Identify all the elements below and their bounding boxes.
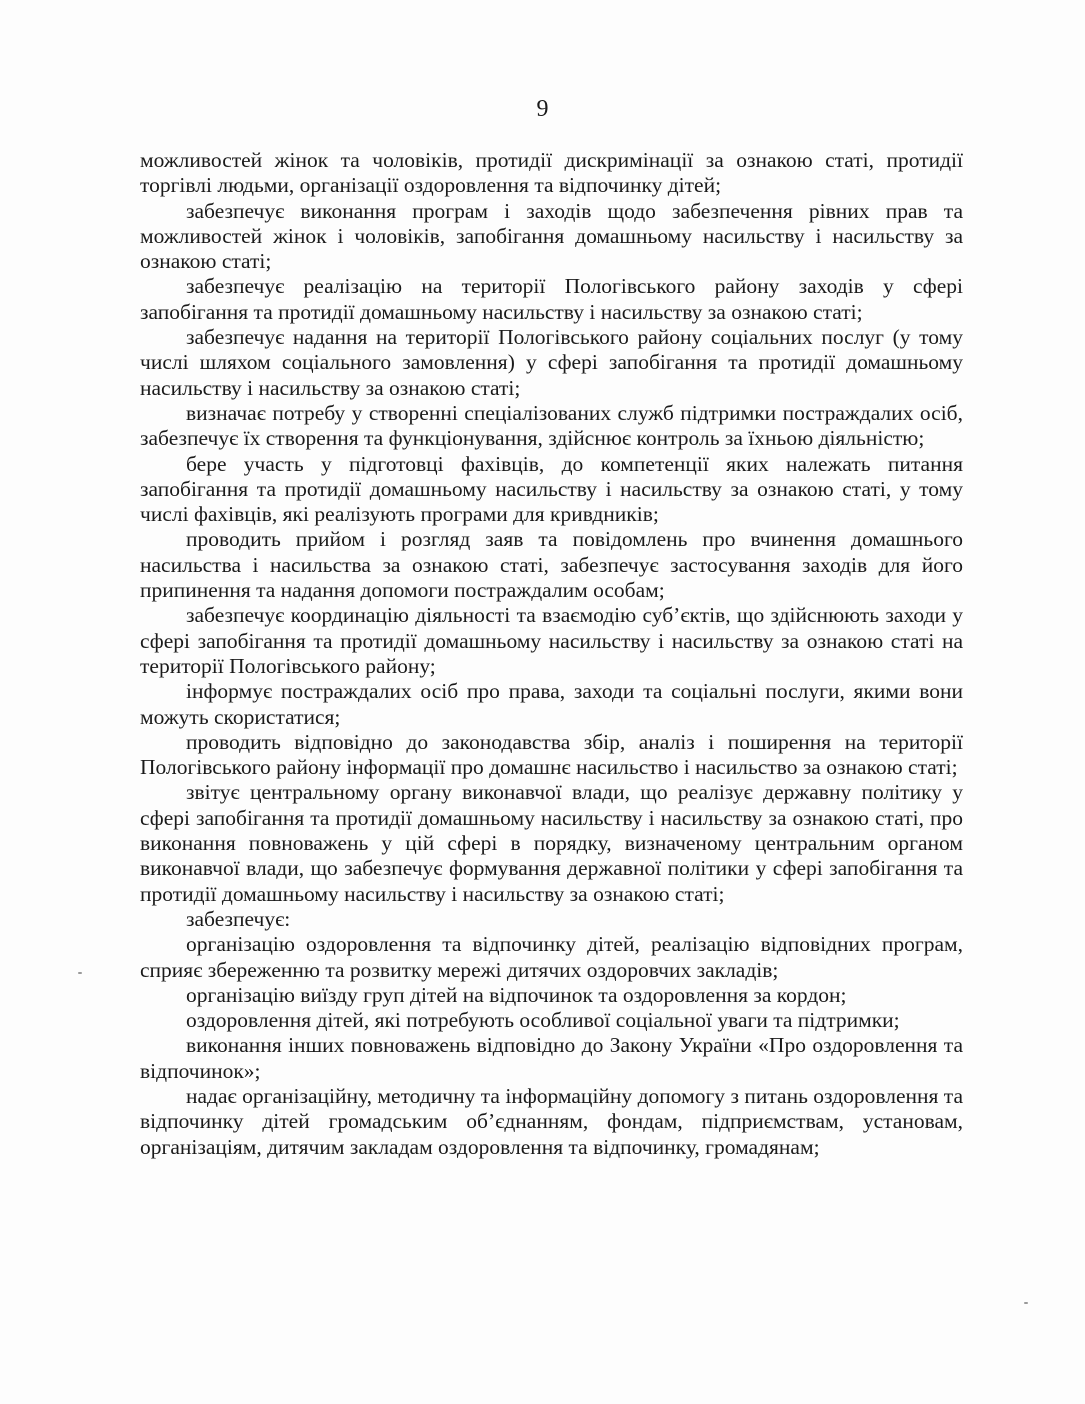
document-body bbox=[140, 148, 963, 1160]
paragraph: проводить відповідно до законодавства збір, аналіз і поширення на території Пологівського району інформації про домашнє насильство і насильство за ознакою статі; bbox=[140, 729, 963, 780]
paragraph: визначає потребу у створенні спеціалізованих служб підтримки постраждалих осіб, забезпечує їх створення та функціонування, здійснює контроль за їхньою діяльністю; bbox=[140, 400, 963, 451]
paragraph: організацію оздоровлення та відпочинку дітей, реалізацію відповідних програм, сприяє збереженню та розвитку мережі дитячих оздоровчих закладів; bbox=[140, 932, 963, 982]
paragraph: виконання інших повноважень відповідно до Закону України «Про оздоровлення та відпочинок»; bbox=[140, 1033, 963, 1083]
paragraph: забезпечує надання на території Пологівського району соціальних послуг (у тому числі шляхом соціального замовлення) у сфері запобігання та протидії домашньому насильству і насильству за ознакою статі; bbox=[140, 325, 963, 400]
paragraph: надає організаційну, методичну та інформаційну допомогу з питань оздоровлення та відпочинку дітей громадським об’єднанням, фондам, підприємствам, установам, організаціям, дитячим закладам оздоровлення та відпочинку, громадянам; bbox=[140, 1083, 963, 1159]
paragraph: забезпечує: bbox=[186, 906, 291, 931]
page-number: 9 bbox=[536, 96, 549, 122]
scan-speck bbox=[1024, 1302, 1028, 1304]
paragraph: організацію виїзду груп дітей на відпочинок та оздоровлення за кордон; bbox=[186, 982, 847, 1007]
paragraph: проводить прийом і розгляд заяв та повідомлень про вчинення домашнього насильства і насильства за ознакою статі, забезпечує застосування заходів для його припинення та надання допомоги постраждалим особам; bbox=[140, 527, 963, 603]
paragraph: забезпечує реалізацію на території Пологівського району заходів у сфері запобігання та протидії домашньому насильству і насильству за ознакою статі; bbox=[140, 274, 963, 324]
paragraph-continued: можливостей жінок та чоловіків, протидії дискримінації за ознакою статі, протидії торгівлі людьми, організації оздоровлення та відпочинку дітей; bbox=[140, 148, 963, 198]
paragraph: інформує постраждалих осіб про права, заходи та соціальні послуги, якими вони можуть скористатися; bbox=[140, 679, 963, 729]
paragraph: оздоровлення дітей, які потребують особливої соціальної уваги та підтримки; bbox=[186, 1008, 900, 1033]
paragraph: забезпечує виконання програм і заходів щодо забезпечення рівних прав та можливостей жінок і чоловіків, запобігання домашньому насильству і насильству за ознакою статі; bbox=[140, 198, 963, 274]
paragraph: бере участь у підготовці фахівців, до компетенції яких належать питання запобігання та протидії домашньому насильству і насильству за ознакою статі, у тому числі фахівців, які реалізують програми для кривдників; bbox=[140, 451, 963, 527]
paragraph: забезпечує координацію діяльності та взаємодію суб’єктів, що здійснюють заходи у сфері запобігання та протидії домашньому насильству і насильству за ознакою статі на території Пологівського району; bbox=[140, 603, 963, 678]
scan-speck bbox=[78, 972, 82, 974]
paragraph: звітує центральному органу виконавчої влади, що реалізує державну політику у сфері запобігання та протидії домашньому насильству і насильству за ознакою статі, про виконання повноважень у цій сфері в порядку, визначеному центральним органом виконавчої влади, що забезпечує формування державної політики у сфері запобігання та протидії домашньому насильству і насильству за ознакою статі; bbox=[140, 780, 963, 906]
